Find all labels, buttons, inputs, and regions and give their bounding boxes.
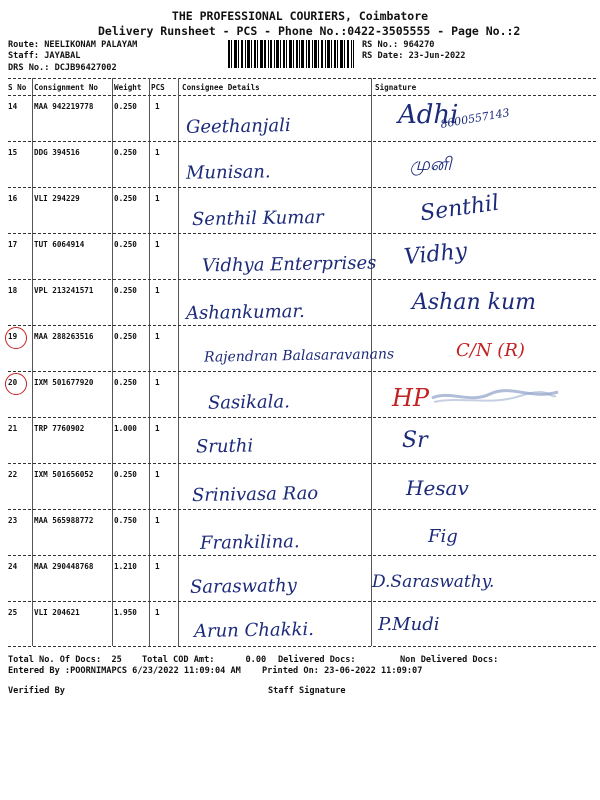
table-bottom-rule xyxy=(8,646,596,647)
delivered-docs: Delivered Docs: xyxy=(278,655,356,665)
row-pcs: 1 xyxy=(155,378,160,387)
row-sno: 14 xyxy=(8,102,18,111)
consignee-handwriting: Vidhya Enterprises xyxy=(201,252,377,277)
signature-handwriting: Senthil xyxy=(418,190,501,227)
row-sno: 16 xyxy=(8,194,18,203)
table-top-rule xyxy=(8,78,596,79)
row-consignment: MAA 290448768 xyxy=(34,562,94,571)
table-header-rule xyxy=(8,95,596,96)
row-weight: 1.210 xyxy=(114,562,137,571)
col-pcs: PCS xyxy=(151,83,165,92)
row-consignment: VPL 213241571 xyxy=(34,286,94,295)
col-consignment: Consignment No xyxy=(34,83,99,92)
consignee-handwriting: Sasikala. xyxy=(207,391,291,414)
row-sno: 22 xyxy=(8,470,18,479)
printed-on: Printed On: 23-06-2022 11:09:07 xyxy=(262,666,423,676)
col-sno: S No xyxy=(8,83,27,92)
consignee-handwriting: Rajendran Balasaravanans xyxy=(203,346,395,366)
signature-handwriting: முனி xyxy=(410,154,452,175)
signature-handwriting: Hesav xyxy=(406,476,469,500)
row-weight: 0.250 xyxy=(114,378,137,387)
signature-handwriting: Fig xyxy=(428,526,458,547)
row-consignment: MAA 942219778 xyxy=(34,102,94,111)
row-rule xyxy=(8,279,596,280)
signature-handwriting: P.Mudi xyxy=(378,614,440,635)
row-sno: 21 xyxy=(8,424,18,433)
col-weight: Weight xyxy=(114,83,142,92)
consignee-handwriting: Geethanjali xyxy=(185,115,291,138)
row-pcs: 1 xyxy=(155,608,160,617)
row-pcs: 1 xyxy=(155,424,160,433)
signature-handwriting: D.Saraswathy. xyxy=(372,572,495,592)
row-pcs: 1 xyxy=(155,148,160,157)
company-title: THE PROFESSIONAL COURIERS, Coimbatore xyxy=(171,9,429,23)
row-weight: 0.250 xyxy=(114,286,137,295)
row-consignment: DDG 394516 xyxy=(34,148,80,157)
row-rule xyxy=(8,601,596,602)
row-rule xyxy=(8,325,596,326)
row-weight: 0.250 xyxy=(114,240,137,249)
row-sno: 19 xyxy=(8,332,18,341)
row-pcs: 1 xyxy=(155,516,160,525)
row-weight: 0.250 xyxy=(114,332,137,341)
consignee-handwriting: Arun Chakki. xyxy=(193,618,315,643)
col-signature: Signature xyxy=(375,83,417,92)
signature-handwriting: Ashan kum xyxy=(412,290,536,315)
row-weight: 0.250 xyxy=(114,148,137,157)
row-consignment: MAA 565988772 xyxy=(34,516,94,525)
verified-by: Verified By xyxy=(8,686,65,696)
staff-signature: Staff Signature xyxy=(268,686,346,696)
consignee-handwriting: Munisan. xyxy=(185,161,271,184)
row-weight: 0.250 xyxy=(114,194,137,203)
runsheet-title: Delivery Runsheet - PCS - Phone No.:0422-3505555 - Page No.:2 xyxy=(98,24,521,38)
row-consignment: MAA 288263516 xyxy=(34,332,94,341)
row-pcs: 1 xyxy=(155,286,160,295)
column-divider xyxy=(112,78,113,646)
row-sno: 15 xyxy=(8,148,18,157)
row-sno: 18 xyxy=(8,286,18,295)
column-divider xyxy=(178,78,179,646)
column-divider xyxy=(149,78,150,646)
signature-handwriting: C/N (R) xyxy=(456,340,525,361)
row-rule xyxy=(8,187,596,188)
scribble-mark xyxy=(430,384,560,410)
row-pcs: 1 xyxy=(155,240,160,249)
consignee-handwriting: Frankilina. xyxy=(199,531,300,554)
consignee-handwriting: Senthil Kumar xyxy=(191,206,324,231)
signature-handwriting: Sr xyxy=(402,428,428,453)
row-rule xyxy=(8,417,596,418)
row-pcs: 1 xyxy=(155,194,160,203)
row-consignment: IXM 501656052 xyxy=(34,470,94,479)
total-cod: Total COD Amt: 0.00 xyxy=(142,655,267,665)
drs-number: DRS No.: DCJB96427002 xyxy=(8,63,117,73)
non-delivered-docs: Non Delivered Docs: xyxy=(400,655,499,665)
rs-number: RS No.: 964270 xyxy=(362,40,435,50)
staff-label: Staff: JAYABAL xyxy=(8,51,81,61)
row-consignment: TUT 6064914 xyxy=(34,240,85,249)
row-rule xyxy=(8,555,596,556)
row-pcs: 1 xyxy=(155,332,160,341)
row-weight: 0.250 xyxy=(114,102,137,111)
row-consignment: VLI 294229 xyxy=(34,194,80,203)
consignee-handwriting: Saraswathy xyxy=(189,575,297,598)
row-pcs: 1 xyxy=(155,470,160,479)
signature-phone-note: 8600557143 xyxy=(439,106,511,131)
col-consignee: Consignee Details xyxy=(182,83,260,92)
row-weight: 1.000 xyxy=(114,424,137,433)
signature-handwriting: Adhi xyxy=(398,100,459,130)
route-label: Route: NEELIKONAM PALAYAM xyxy=(8,40,138,50)
row-rule xyxy=(8,463,596,464)
row-rule xyxy=(8,141,596,142)
row-sno: 24 xyxy=(8,562,18,571)
row-rule xyxy=(8,509,596,510)
consignee-handwriting: Sruthi xyxy=(195,435,254,458)
row-pcs: 1 xyxy=(155,562,160,571)
row-weight: 0.750 xyxy=(114,516,137,525)
row-consignment: TRP 7760902 xyxy=(34,424,85,433)
row-consignment: IXM 501677920 xyxy=(34,378,94,387)
row-sno: 20 xyxy=(8,378,18,387)
row-sno: 17 xyxy=(8,240,18,249)
row-weight: 1.950 xyxy=(114,608,137,617)
row-sno: 23 xyxy=(8,516,18,525)
row-sno: 25 xyxy=(8,608,18,617)
row-consignment: VLI 204621 xyxy=(34,608,80,617)
rs-date: RS Date: 23-Jun-2022 xyxy=(362,51,466,61)
total-docs: Total No. Of Docs: 25 xyxy=(8,655,122,665)
consignee-handwriting: Ashankumar. xyxy=(185,300,305,325)
row-pcs: 1 xyxy=(155,102,160,111)
barcode-image xyxy=(228,40,354,68)
row-rule xyxy=(8,233,596,234)
row-rule xyxy=(8,371,596,372)
row-weight: 0.250 xyxy=(114,470,137,479)
column-divider xyxy=(32,78,33,646)
entered-by: Entered By :POORNIMAPCS 6/23/2022 11:09:04 AM xyxy=(8,666,241,676)
signature-handwriting: HP xyxy=(392,384,430,412)
signature-handwriting: Vidhy xyxy=(402,238,469,271)
consignee-handwriting: Srinivasa Rao xyxy=(191,482,319,507)
